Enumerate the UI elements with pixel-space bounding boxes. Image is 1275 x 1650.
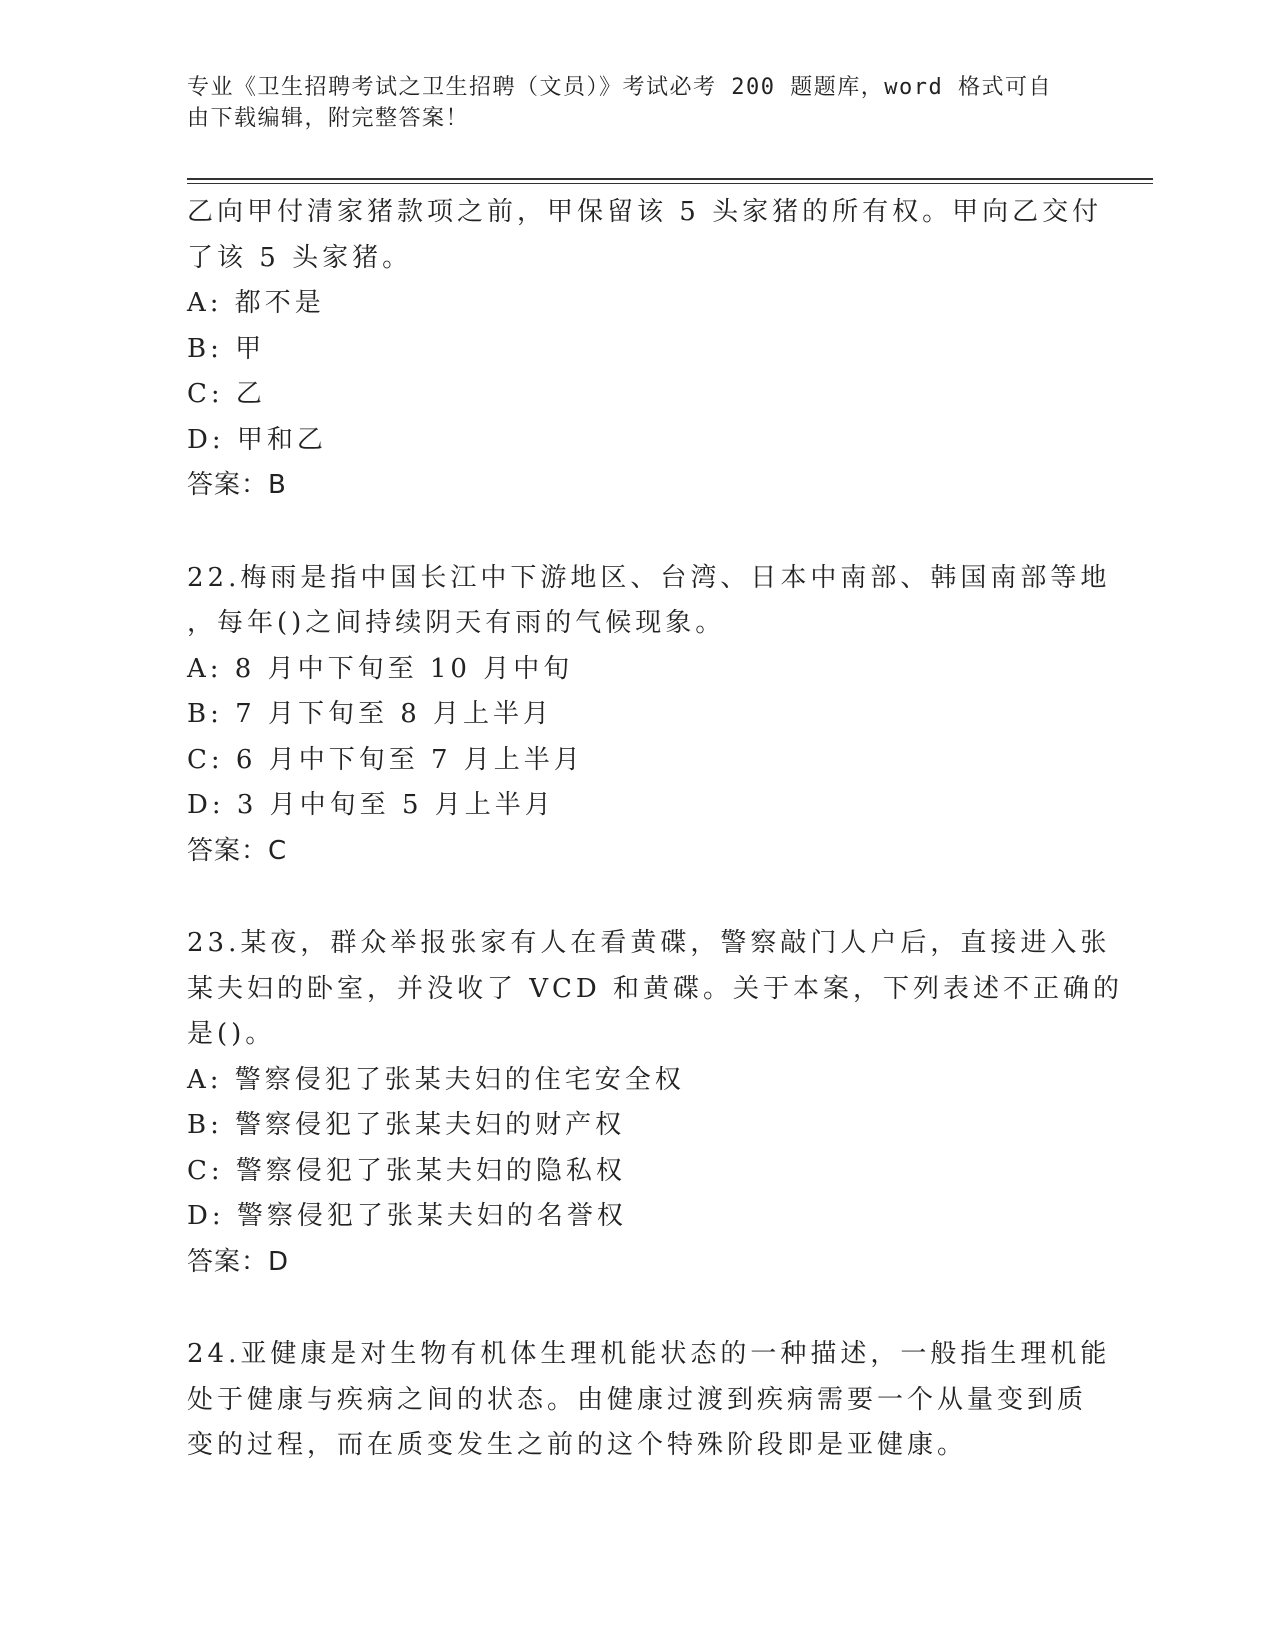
question-stem-line: 是()。: [187, 1019, 276, 1049]
question-21: [187, 190, 1103, 509]
answer-line: 答案：C: [187, 835, 288, 866]
header-rule-thin: [187, 183, 1153, 184]
question-23: [187, 921, 1124, 1285]
question-22: [187, 556, 1111, 875]
question-24: [187, 1332, 1111, 1469]
option-c: C: 警察侵犯了张某夫妇的隐私权: [187, 1155, 626, 1186]
question-spacer: [187, 874, 1087, 921]
option-b: B: 7 月下旬至 8 月上半月: [187, 699, 554, 729]
question-stem-line: 了该 5 头家猪。: [187, 242, 413, 273]
question-stem-line: 23.某夜，群众举报张家有人在看黄碟，警察敲门人户后，直接进入张: [187, 928, 1111, 958]
option-a: A: 8 月中下旬至 10 月中旬: [187, 653, 574, 684]
question-stem-line: 某夫妇的卧室，并没收了 VCD 和黄碟。关于本案，下列表述不正确的: [187, 973, 1124, 1004]
question-stem-line: 变的过程，而在质变发生之前的这个特殊阶段即是亚健康。: [187, 1430, 968, 1460]
header-line-1: 专业《卫生招聘考试之卫生招聘（文员）》考试必考 200 题题库，word 格式可自: [187, 75, 1052, 100]
question-stem-line: 22.梅雨是指中国长江中下游地区、台湾、日本中南部、韩国南部等地: [187, 562, 1111, 593]
answer-line: 答案：D: [187, 1246, 290, 1277]
option-d: D: 警察侵犯了张某夫妇的名誉权: [187, 1201, 627, 1231]
option-d: D: 3 月中旬至 5 月上半月: [187, 790, 555, 820]
option-c: C: 6 月中下旬至 7 月上半月: [187, 744, 584, 775]
document-header: [187, 72, 1087, 134]
header-line-2: 由下载编辑，附完整答案！: [187, 106, 470, 131]
option-b: B: 甲: [187, 333, 266, 364]
option-a: A: 警察侵犯了张某夫妇的住宅安全权: [187, 1064, 685, 1095]
answer-line: 答案：B: [187, 470, 287, 500]
option-d: D: 甲和乙: [187, 424, 327, 455]
question-list: [187, 190, 1124, 1469]
option-c: C: 乙: [187, 379, 266, 409]
question-stem-line: ，每年()之间持续阴天有雨的气候现象。: [187, 608, 726, 638]
question-spacer: [187, 1285, 1087, 1332]
option-a: A: 都不是: [187, 288, 325, 318]
header-rule-thick: [187, 178, 1153, 180]
question-spacer: [187, 509, 1087, 556]
question-stem-line: 24.亚健康是对生物有机体生理机能状态的一种描述，一般指生理机能: [187, 1339, 1111, 1369]
option-b: B: 警察侵犯了张某夫妇的财产权: [187, 1110, 626, 1140]
question-stem-line: 处于健康与疾病之间的状态。由健康过渡到疾病需要一个从量变到质: [187, 1384, 1088, 1415]
question-stem-line: 乙向甲付清家猪款项之前，甲保留该 5 头家猪的所有权。甲向乙交付: [187, 197, 1103, 227]
